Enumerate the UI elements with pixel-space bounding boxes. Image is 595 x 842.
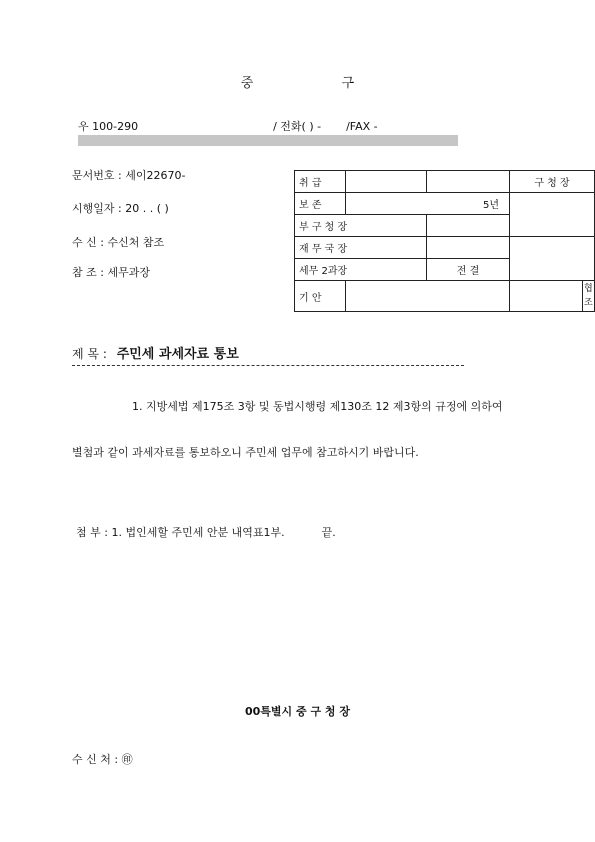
drafter-label: 기 안 (295, 281, 346, 312)
mayor-label: 구 청 장 (510, 171, 595, 193)
reference-value: : 세무과장 (100, 266, 150, 279)
fax-number: /FAX - (346, 120, 378, 133)
address-line (78, 118, 378, 134)
document-title (0, 72, 595, 91)
recipients-value: : ㊞ (114, 753, 133, 766)
subject-divider (72, 365, 464, 366)
preservation-value: 5년 (346, 193, 510, 215)
issuer-name: 00특별시 중 구 청 장 (244, 705, 350, 718)
vice-mayor-label: 부 구 청 장 (295, 215, 427, 237)
reference-row (72, 264, 150, 280)
body-paragraph-2: 별첨과 같이 과세자료를 통보하오니 주민세 업무에 참고하시기 바랍니다. (72, 446, 419, 459)
phone-number: / 전화( ) - (273, 120, 322, 133)
header-divider-bar (78, 135, 458, 146)
reference-label: 참 조 (72, 266, 97, 279)
finance-director-sign (427, 237, 510, 259)
postal-code: 우 100-290 (78, 120, 139, 133)
doc-number-label: 문서번호 (72, 169, 115, 182)
subject-row (72, 343, 239, 362)
attachment-value: : 1. 법인세할 주민세 안분 내역표1부. (104, 526, 285, 539)
doc-number-row (72, 167, 185, 183)
date-row (72, 200, 169, 216)
drafter-sign (346, 281, 510, 312)
recipient-value: : 수신처 참조 (100, 236, 165, 249)
subject-label: 제 목 : (72, 347, 107, 361)
attachment-row (76, 524, 336, 540)
vice-mayor-sign (427, 215, 510, 237)
blank-box (510, 237, 595, 281)
handling-blank (427, 171, 510, 193)
recipients-label: 수 신 처 (72, 753, 111, 766)
body-paragraph-1: 1. 지방세법 제175조 3항 및 동법시행령 제130조 12 제3항의 규정에 의하여 (132, 400, 503, 413)
finance-director-label: 재 무 국 장 (295, 237, 427, 259)
doc-number-value: : 세이22670- (118, 169, 186, 182)
subject-title: 주민세 과세자료 통보 (116, 347, 239, 362)
mayor-signature-box (510, 193, 595, 237)
cooperation-label: 협조 (583, 281, 595, 312)
title-left-char: 중 (240, 76, 254, 91)
attachment-end: 끝. (321, 526, 336, 539)
attachment-label: 첨 부 (76, 526, 101, 539)
drafter-extra (510, 281, 583, 312)
full-decision-label: 전 결 (427, 259, 510, 281)
recipient-row (72, 234, 164, 250)
title-right-char: 구 (341, 76, 355, 91)
date-value: : 20 . . ( ) (118, 202, 169, 215)
recipients-row (72, 751, 133, 767)
approval-table (294, 170, 595, 312)
handling-label: 취 급 (295, 171, 346, 193)
preservation-label: 보 존 (295, 193, 346, 215)
recipient-label: 수 신 (72, 236, 97, 249)
date-label: 시행일자 (72, 202, 115, 215)
handling-value (346, 171, 427, 193)
tax-section-label: 세무 2과장 (295, 259, 427, 281)
